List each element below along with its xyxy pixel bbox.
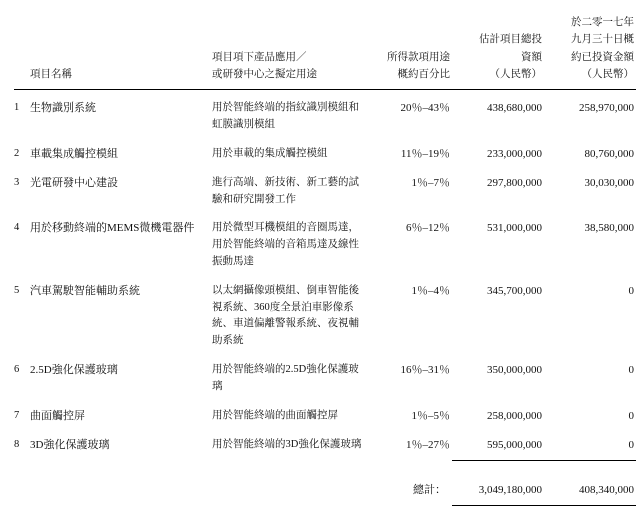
row-index: 1 bbox=[14, 102, 20, 114]
total-bottom-rule-row bbox=[14, 505, 636, 518]
row-invested-amount: 258,970,000 bbox=[579, 102, 634, 115]
total-estimated-amount: 3,049,180,000 bbox=[478, 483, 542, 496]
row-invested-amount: 80,760,000 bbox=[584, 147, 634, 160]
table-row bbox=[14, 94, 636, 140]
row-percentage: 16％–31％ bbox=[400, 364, 450, 377]
row-invested-amount: 0 bbox=[628, 364, 634, 377]
total-rule-invested bbox=[544, 505, 636, 518]
table-row bbox=[14, 277, 636, 356]
row-invested-amount: 30,030,000 bbox=[584, 176, 634, 189]
total-invested-amount: 408,340,000 bbox=[579, 483, 634, 496]
row-project-name: 2.5D強化保護玻璃 bbox=[30, 364, 118, 377]
total-rule-total bbox=[452, 505, 544, 518]
table-body bbox=[14, 94, 636, 518]
row-estimated-total: 350,000,000 bbox=[487, 364, 542, 377]
row-estimated-total: 438,680,000 bbox=[487, 102, 542, 115]
subtotal-divider-row bbox=[14, 460, 636, 473]
row-percentage: 6％–12％ bbox=[406, 222, 450, 235]
row-project-name: 生物識別系統 bbox=[30, 102, 96, 115]
row-index: 5 bbox=[14, 284, 20, 296]
header-product-use: 項目項下產品應用／ 或研發中心之擬定用途 bbox=[212, 51, 317, 80]
row-product-use: 用於智能終端的曲面觸控屏 bbox=[212, 409, 338, 421]
header-index bbox=[14, 14, 30, 89]
use-of-proceeds-table bbox=[14, 14, 636, 518]
row-percentage: 1％–7％ bbox=[411, 176, 450, 189]
row-percentage: 1％–27％ bbox=[406, 438, 450, 451]
row-estimated-total: 531,000,000 bbox=[487, 222, 542, 235]
table-header bbox=[14, 14, 636, 94]
row-estimated-total: 595,000,000 bbox=[487, 438, 542, 451]
row-project-name: 汽車駕駛智能輔助系統 bbox=[30, 284, 140, 297]
subtotal-rule-total bbox=[452, 460, 544, 473]
row-project-name: 曲面觸控屏 bbox=[30, 409, 85, 422]
subtotal-rule-invested bbox=[544, 460, 636, 473]
row-percentage: 11％–19％ bbox=[400, 147, 450, 160]
row-product-use: 用於智能終端的指紋識別模組和虹膜識別模組 bbox=[212, 102, 359, 131]
row-invested-amount: 0 bbox=[628, 438, 634, 451]
row-index: 3 bbox=[14, 176, 20, 188]
row-project-name: 3D強化保護玻璃 bbox=[30, 438, 110, 451]
row-percentage: 1％–5％ bbox=[411, 409, 450, 422]
table-row bbox=[14, 431, 636, 461]
row-product-use: 用於車載的集成觸控模組 bbox=[212, 147, 328, 159]
row-invested-amount: 0 bbox=[628, 409, 634, 422]
row-product-use: 用於微型耳機模組的音圈馬達，用於智能終端的音箱馬達及線性振動馬達 bbox=[212, 222, 359, 268]
row-index: 7 bbox=[14, 409, 20, 421]
table-row bbox=[14, 140, 636, 169]
header-project-name: 項目名稱 bbox=[30, 68, 72, 80]
row-project-name: 光電研發中心建設 bbox=[30, 176, 118, 189]
row-index: 6 bbox=[14, 364, 20, 376]
row-percentage: 20％–43％ bbox=[400, 102, 450, 115]
total-label: 總計： bbox=[413, 483, 446, 496]
row-index: 2 bbox=[14, 147, 20, 159]
table-row bbox=[14, 356, 636, 402]
row-product-use: 用於智能終端的2.5D強化保護玻璃 bbox=[212, 364, 359, 392]
row-invested-amount: 0 bbox=[628, 284, 634, 297]
row-index: 4 bbox=[14, 222, 20, 234]
row-estimated-total: 258,000,000 bbox=[487, 409, 542, 422]
header-estimated-total: 估計項目總投 資額 （人民幣） bbox=[479, 34, 542, 80]
row-product-use: 以太網攝像頭模組、倒車智能後視系統、360度全景泊車影像系統、車道偏離警報系統、夜視輔助系統 bbox=[212, 284, 359, 347]
row-estimated-total: 297,800,000 bbox=[487, 176, 542, 189]
table-row bbox=[14, 402, 636, 431]
row-project-name: 用於移動終端的MEMS微機電器件 bbox=[30, 222, 195, 235]
row-invested-amount: 38,580,000 bbox=[584, 222, 634, 235]
table-row bbox=[14, 214, 636, 276]
row-percentage: 1％–4％ bbox=[411, 284, 450, 297]
row-product-use: 用於智能終端的3D強化保護玻璃 bbox=[212, 438, 362, 450]
row-estimated-total: 345,700,000 bbox=[487, 284, 542, 297]
row-index: 8 bbox=[14, 438, 20, 450]
header-percentage: 所得款項用途 概約百分比 bbox=[387, 51, 450, 80]
table-row bbox=[14, 169, 636, 215]
header-invested-amount: 於二零一七年 九月三十日概 約已投資金額 （人民幣） bbox=[571, 17, 634, 80]
row-product-use: 進行高端、新技術、新工藝的試驗和研究開發工作 bbox=[212, 176, 359, 205]
total-row bbox=[14, 477, 636, 506]
row-estimated-total: 233,000,000 bbox=[487, 147, 542, 160]
row-project-name: 車載集成觸控模組 bbox=[30, 147, 118, 160]
